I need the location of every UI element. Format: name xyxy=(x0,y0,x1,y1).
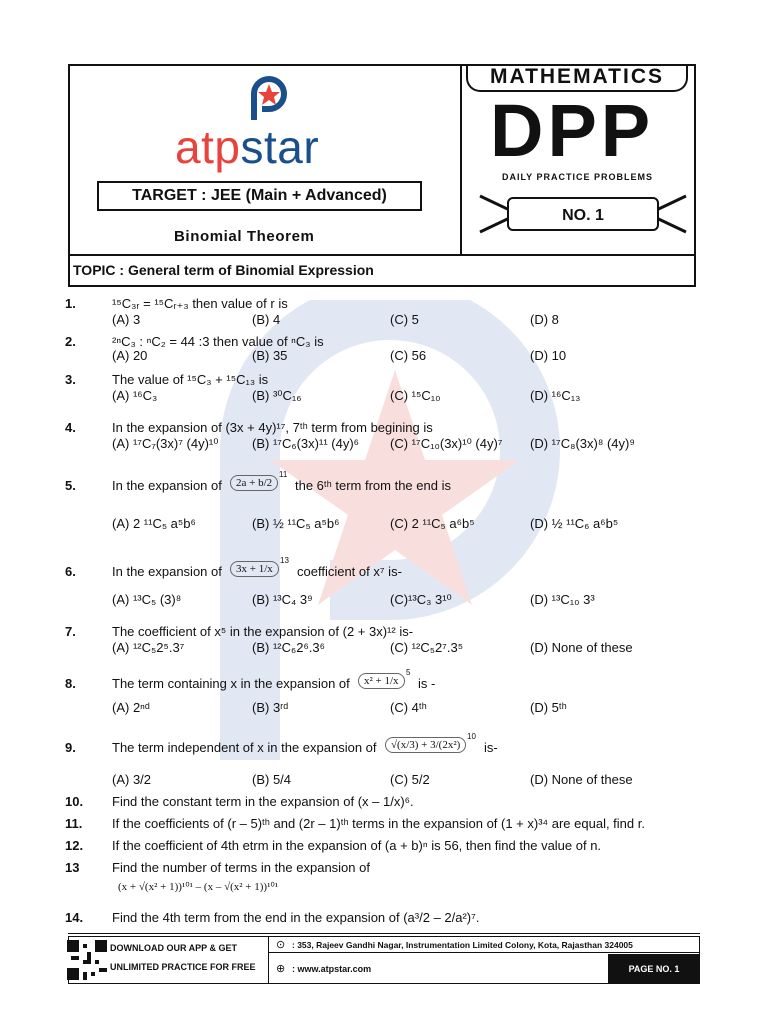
question-expression: x² + 1/x xyxy=(358,673,405,689)
option-c: (C) ¹⁵C₁₀ xyxy=(390,388,441,403)
question-expression: √(x/3) + 3/(2x²) xyxy=(385,737,466,753)
header-divider-v xyxy=(460,64,462,254)
option-a: (A) 2 ¹¹C₅ a⁵b⁶ xyxy=(112,516,196,531)
question-text: ²ⁿC₃ : ⁿC₂ = 44 :3 then value of ⁿC₃ is xyxy=(112,334,324,349)
option-d: (D) ¹⁷C₈(3x)⁸ (4y)⁹ xyxy=(530,436,635,451)
question-text: In the expansion of (3x + 4y)¹⁷, 7ᵗʰ term from begining is xyxy=(112,420,433,435)
option-d: (D) 5ᵗʰ xyxy=(530,700,567,715)
option-a: (A) 2ⁿᵈ xyxy=(112,700,150,715)
question-number: 9. xyxy=(65,740,76,755)
topic-line: TOPIC : General term of Binomial Expression xyxy=(73,262,374,278)
question-number: 1. xyxy=(65,296,76,311)
brand-part-1: atp xyxy=(175,121,241,173)
question-text: Find the number of terms in the expansion of xyxy=(112,860,370,875)
question-number: 13 xyxy=(65,860,80,875)
footer-divider-v xyxy=(268,936,269,984)
footer-divider-h xyxy=(268,952,700,953)
option-a: (A) 20 xyxy=(112,348,148,363)
option-b: (B) ½ ¹¹C₅ a⁵b⁶ xyxy=(252,516,340,531)
option-b: (B) ¹²C₆2⁶.3⁶ xyxy=(252,640,326,655)
footer-top-rule xyxy=(68,933,700,934)
subject-label: MATHEMATICS xyxy=(489,65,665,88)
dpp-title: DPP xyxy=(490,89,655,172)
qr-code-icon xyxy=(67,940,107,980)
option-d: (D) None of these xyxy=(530,772,633,787)
question-number: 4. xyxy=(65,420,76,435)
option-c: (C) 5/2 xyxy=(390,772,430,787)
option-a: (A) ¹⁷C₇(3x)⁷ (4y)¹⁰ xyxy=(112,436,219,451)
footer-address: : 353, Rajeev Gandhi Nagar, Instrumentation Limited Colony, Kota, Rajasthan 324005 xyxy=(292,940,633,950)
question-text: Find the constant term in the expansion of (x – 1/x)⁶. xyxy=(112,794,414,809)
option-d: (D) ½ ¹¹C₆ a⁶b⁵ xyxy=(530,516,619,531)
header-divider-h xyxy=(68,254,696,256)
question-number: 8. xyxy=(65,676,76,691)
option-b: (B) ³⁰C₁₆ xyxy=(252,388,302,403)
option-a: (A) 3 xyxy=(112,312,141,327)
question-number: 11. xyxy=(65,816,83,831)
question-exponent: 13 xyxy=(280,556,289,565)
chapter-title: Binomial Theorem xyxy=(174,228,315,245)
question-exponent: 5 xyxy=(406,668,411,677)
option-a: (A) ¹⁶C₃ xyxy=(112,388,158,403)
brand-name xyxy=(175,120,319,174)
question-number: 6. xyxy=(65,564,76,579)
question-text-end: is- xyxy=(484,740,498,755)
question-text-start: The term containing x in the expansion of xyxy=(112,676,350,691)
question-number: 3. xyxy=(65,372,76,387)
option-a: (A) ¹²C₅2⁵.3⁷ xyxy=(112,640,185,655)
option-c: (C)¹³C₃ 3¹⁰ xyxy=(390,592,452,607)
question-number: 7. xyxy=(65,624,76,639)
footer-app-line-2: UNLIMITED PRACTICE FOR FREE xyxy=(110,962,256,972)
question-text: If the coefficients of (r – 5)ᵗʰ and (2r – 1)ᵗʰ terms in the expansion of (1 + x)³⁴ are equal, find r. xyxy=(112,816,645,831)
option-c: (C) 5 xyxy=(390,312,419,327)
dpp-number: NO. 1 xyxy=(562,207,604,224)
option-c: (C) 56 xyxy=(390,348,427,363)
question-text: If the coefficient of 4th etrm in the expansion of (a + b)ⁿ is 56, then find the value of n. xyxy=(112,838,602,853)
option-a: (A) 3/2 xyxy=(112,772,152,787)
question-number: 2. xyxy=(65,334,76,349)
question-text-end: coefficient of x⁷ is- xyxy=(297,564,402,579)
question-expression: 3x + 1/x xyxy=(230,561,279,577)
option-b: (B) 35 xyxy=(252,348,288,363)
question-text-start: In the expansion of xyxy=(112,478,222,493)
option-b: (B) 3ʳᵈ xyxy=(252,700,289,715)
question-number: 12. xyxy=(65,838,84,853)
footer-app-line-1: DOWNLOAD OUR APP & GET xyxy=(110,943,238,953)
footer-website: : www.atpstar.com xyxy=(292,964,372,974)
option-c: (C) 2 ¹¹C₅ a⁶b⁵ xyxy=(390,516,475,531)
page-number-box xyxy=(608,954,700,984)
brand-part-2: star xyxy=(240,121,320,173)
website-globe-icon: ⊕ xyxy=(276,963,286,975)
option-d: (D) 10 xyxy=(530,348,567,363)
dpp-subtitle: DAILY PRACTICE PROBLEMS xyxy=(502,172,654,182)
option-a: (A) ¹³C₅ (3)⁸ xyxy=(112,592,182,607)
question-text-end: the 6ᵗʰ term from the end is xyxy=(295,478,451,493)
option-b: (B) 4 xyxy=(252,312,281,327)
question-number: 14. xyxy=(65,910,84,925)
question-number: 10. xyxy=(65,794,84,809)
question-text: ¹⁵C₃ᵣ = ¹⁵Cᵣ₊₃ then value of r is xyxy=(112,296,288,311)
option-b: (B) ¹³C₄ 3⁹ xyxy=(252,592,313,607)
question-text-start: The term independent of x in the expansion of xyxy=(112,740,377,755)
question-text: The value of ¹⁵C₃ + ¹⁵C₁₃ is xyxy=(112,372,269,387)
option-c: (C) 4ᵗʰ xyxy=(390,700,427,715)
question-number: 5. xyxy=(65,478,76,493)
option-d: (D) ¹³C₁₀ 3³ xyxy=(530,592,595,607)
question-text-end: is - xyxy=(418,676,436,691)
question-expression: 2a + b/2 xyxy=(230,475,278,491)
question-expression: (x + √(x² + 1))¹⁰¹ – (x – √(x² + 1))¹⁰¹ xyxy=(118,881,279,893)
page-number: PAGE NO. 1 xyxy=(628,964,680,974)
question-exponent: 11 xyxy=(279,470,288,479)
question-text: The coefficient of x⁵ in the expansion of (2 + 3x)¹² is- xyxy=(112,624,414,639)
location-pin-icon: ⊙ xyxy=(276,939,286,951)
option-d: (D) ¹⁶C₁₃ xyxy=(530,388,581,403)
option-d: (D) None of these xyxy=(530,640,633,655)
target-box: TARGET : JEE (Main + Advanced) xyxy=(97,181,422,211)
option-d: (D) 8 xyxy=(530,312,559,327)
question-text-start: In the expansion of xyxy=(112,564,222,579)
option-b: (B) 5/4 xyxy=(252,772,292,787)
question-exponent: 10 xyxy=(467,732,476,741)
question-text: Find the 4th term from the end in the expansion of (a³/2 – 2/a²)⁷. xyxy=(112,910,480,925)
brand-logo-icon xyxy=(246,72,292,122)
option-c: (C) ¹⁷C₁₀(3x)¹⁰ (4y)⁷ xyxy=(390,436,503,451)
option-b: (B) ¹⁷C₆(3x)¹¹ (4y)⁶ xyxy=(252,436,360,451)
option-c: (C) ¹²C₅2⁷.3⁵ xyxy=(390,640,464,655)
